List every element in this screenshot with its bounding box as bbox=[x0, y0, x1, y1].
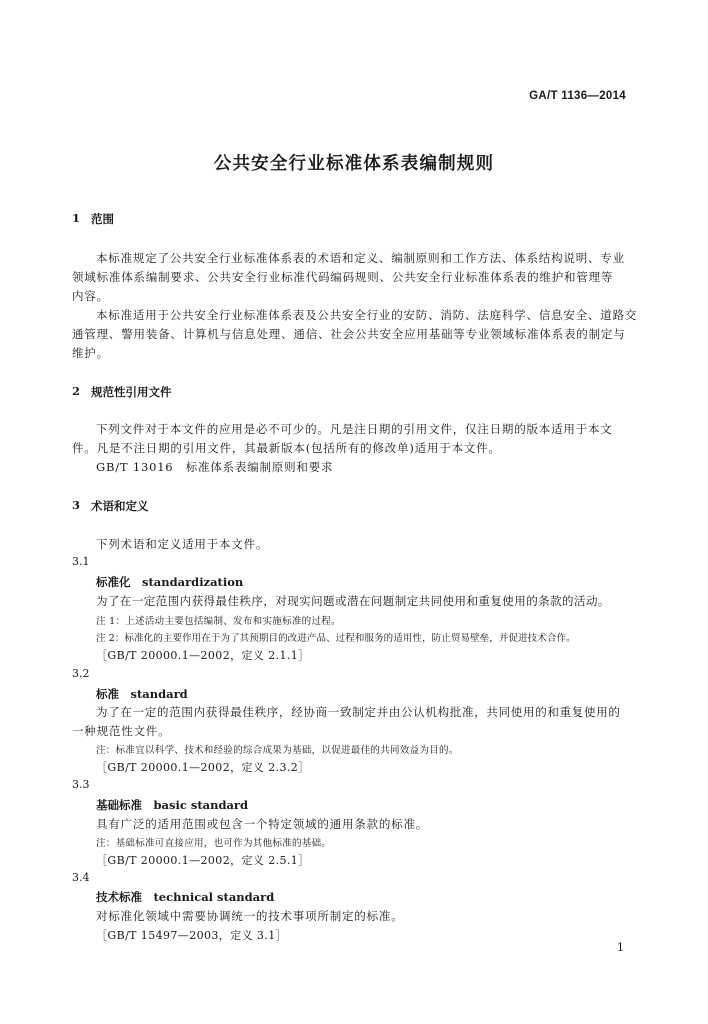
section-1-para-2-line-1: 本标准适用于公共安全行业标准体系表及公共安全行业的安防、消防、法庭科学、信息安全、道路交 bbox=[96, 308, 638, 322]
section-2-para-line-1: 下列文件对于本文件的应用是必不可少的。凡是注日期的引用文件，仅注日期的版本适用于本文 bbox=[96, 422, 613, 436]
section-2-heading: 规范性引用文件 bbox=[91, 385, 172, 399]
term-3-3-definition: 具有广泛的适用范围或包含一个特定领域的通用条款的标准。 bbox=[96, 817, 429, 831]
term-3-1-definition: 为了在一定范围内获得最佳秩序，对现实问题或潜在问题制定共同使用和重复使用的条款的活动。 bbox=[96, 594, 610, 608]
section-3-heading: 术语和定义 bbox=[91, 499, 149, 513]
term-3-4-number: 3.4 bbox=[72, 871, 90, 884]
normative-reference: GB/T 13016 标准体系表编制原则和要求 bbox=[96, 460, 334, 474]
term-3-2-note: 注：标准宜以科学、技术和经验的综合成果为基础，以促进最佳的共同效益为目的。 bbox=[96, 745, 459, 756]
section-1-heading: 范围 bbox=[91, 212, 114, 226]
section-2-number: 2 bbox=[72, 384, 81, 398]
section-2-para-line-2: 件。凡是不注日期的引用文件，其最新版本(包括所有的修改单)适用于本文件。 bbox=[72, 441, 501, 455]
section-3-number: 3 bbox=[72, 498, 81, 512]
term-3-1-note-1: 注 1：上述活动主要包括编制、发布和实施标准的过程。 bbox=[96, 616, 341, 627]
term-3-4-reference: ［GB/T 15497—2003，定义 3.1］ bbox=[96, 929, 287, 942]
term-3-3-reference: ［GB/T 20000.1—2002，定义 2.5.1］ bbox=[96, 854, 310, 867]
term-3-2-reference: ［GB/T 20000.1—2002，定义 2.3.2］ bbox=[96, 761, 310, 774]
term-3-1-reference: ［GB/T 20000.1—2002，定义 2.1.1］ bbox=[96, 649, 310, 662]
term-3-3-note: 注：基础标准可直接应用，也可作为其他标准的基础。 bbox=[96, 838, 332, 849]
term-3-2-title: 标准 standard bbox=[96, 687, 188, 701]
section-1-number: 1 bbox=[72, 211, 81, 225]
section-1-para-2-line-2: 通管理、警用装备、计算机与信息处理、通信、社会公共安全应用基础等专业领域标准体系表的制定与 bbox=[72, 327, 626, 341]
section-3-intro: 下列术语和定义适用于本文件。 bbox=[96, 537, 269, 551]
section-1-para-1-line-3: 内容。 bbox=[72, 289, 109, 303]
document-number: GA/T 1136—2014 bbox=[529, 90, 626, 102]
term-3-4-title: 技术标准 technical standard bbox=[96, 890, 275, 904]
page-number: 1 bbox=[617, 941, 624, 954]
section-1-para-1-line-2: 领域标准体系编制要求、公共安全行业标准代码编码规则、公共安全行业标准体系表的维护和管理等 bbox=[72, 270, 614, 284]
term-3-3-title: 基础标准 basic standard bbox=[96, 798, 249, 812]
term-3-2-definition-line-2: 一种规范性文件。 bbox=[72, 724, 171, 738]
term-3-1-title: 标准化 standardization bbox=[96, 575, 244, 589]
section-1-para-2-line-3: 维护。 bbox=[72, 346, 109, 360]
term-3-1-number: 3.1 bbox=[72, 555, 90, 568]
section-1-para-1-line-1: 本标准规定了公共安全行业标准体系表的术语和定义、编制原则和工作方法、体系结构说明、专业 bbox=[96, 251, 625, 265]
term-3-4-definition: 对标准化领域中需要协调统一的技术事项所制定的标准。 bbox=[96, 909, 404, 923]
term-3-1-note-2: 注 2：标准化的主要作用在于为了其预期目的改进产品、过程和服务的适用性，防止贸易壁垒，并促进技术合作。 bbox=[96, 633, 576, 644]
term-3-2-definition-line-1: 为了在一定的范围内获得最佳秩序，经协商一致制定并由公认机构批准，共同使用的和重复使用的 bbox=[96, 705, 621, 719]
term-3-2-number: 3.2 bbox=[72, 667, 90, 680]
page-title: 公共安全行业标准体系表编制规则 bbox=[213, 154, 495, 174]
term-3-3-number: 3.3 bbox=[72, 778, 90, 791]
